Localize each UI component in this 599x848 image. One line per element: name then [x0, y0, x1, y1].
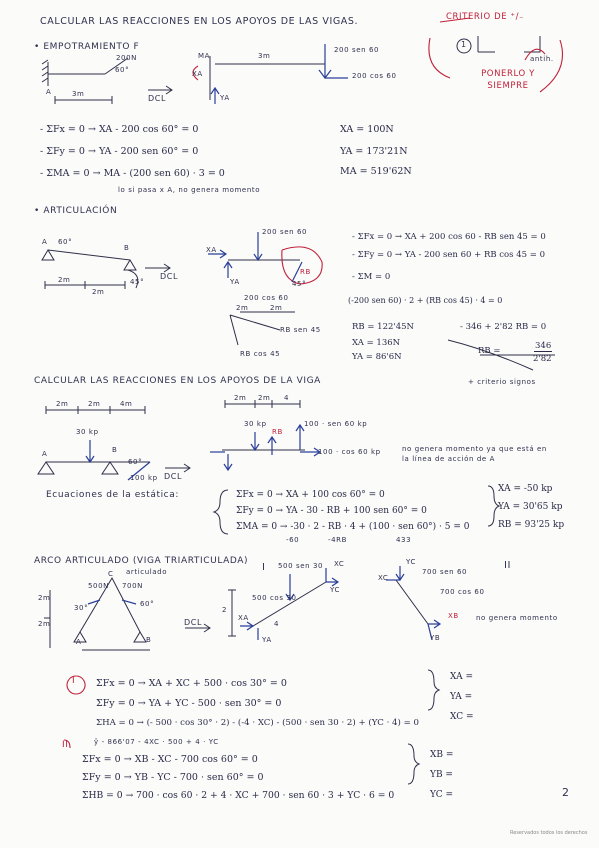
s4-d2-700cos: 700 cos 60	[440, 588, 485, 596]
s2-diag-hcos: 200 cos 60	[244, 294, 289, 302]
s4-support-b: B	[146, 636, 152, 644]
s4-load-700: 700N	[122, 582, 143, 590]
s2-res-ya: YA = 86'6N	[352, 352, 402, 362]
s3-support-b: B	[112, 446, 118, 454]
s1-support: A	[46, 88, 52, 96]
s3-under-1: -60	[286, 536, 300, 544]
s2-res-xa: XA = 136N	[352, 338, 401, 348]
s4-articulado: articulado	[126, 568, 168, 576]
s1-dcl-ya: YA	[220, 94, 230, 102]
s3-dcl-h: 100 · cos 60 kp	[318, 448, 381, 456]
s4-roman-2: II	[504, 560, 512, 571]
s3-eq-ma: ΣMA = 0 → -30 · 2 - RB · 4 + (100 · sen 60°) · 5 = 0	[236, 522, 470, 532]
s3-load: 30 kp	[76, 428, 99, 436]
s2-eq-m: - ΣM = 0	[352, 272, 391, 282]
criteria-antih: antih.	[530, 55, 554, 63]
s1-angle: 60°	[115, 66, 130, 74]
s1-res-xa: XA = 100N	[340, 124, 394, 135]
s3-eq-label: Ecuaciones de la estática:	[46, 490, 179, 500]
s4-res2-yc: YC =	[430, 790, 454, 800]
s2-diag-xa: XA	[206, 246, 217, 254]
s3-figure	[38, 406, 150, 480]
s3-under-3: 433	[396, 536, 412, 544]
s3-support-a: A	[42, 450, 48, 458]
s2-diag-rb: RB	[300, 268, 311, 276]
s1-dcl-label: DCL	[148, 94, 167, 103]
s1-figure	[42, 58, 128, 104]
s4-eq2-fy: ΣFy = 0 → YB - YC - 700 · sen 60° = 0	[82, 772, 264, 783]
s2-top-load: 200 sen 60	[262, 228, 308, 236]
s4-d1-500cos: 500 cos 30	[252, 594, 297, 602]
page-title: CALCULAR LAS REACCIONES EN LOS APOYOS DE LAS VIGAS.	[40, 16, 359, 27]
s4-res1-xa: XA =	[450, 672, 473, 682]
s1-dcl-ma: MA	[198, 52, 211, 60]
s1-eq-fy: - ΣFy = 0 → YA - 200 sen 60° = 0	[40, 146, 199, 157]
s4-res2-yb: YB =	[430, 770, 453, 780]
s2-dim-2: 2m	[92, 288, 105, 296]
s1-load: 200N	[116, 54, 137, 62]
s1-dcl-h: 200 cos 60	[352, 72, 397, 80]
s1-dcl-len: 3m	[258, 52, 271, 60]
s3-eq-fx: ΣFx = 0 → XA + 100 cos 60° = 0	[236, 490, 385, 500]
criteria-title: CRITERIO DE ⁺/₋	[446, 12, 525, 22]
s2-eq-fx: - ΣFx = 0 → XA + 200 cos 60 - RB sen 45 = 0	[352, 232, 546, 242]
s1-res-ya: YA = 173'21N	[340, 146, 408, 157]
s4-d1-dim-2: 2	[222, 606, 228, 614]
s4-support-c: C	[108, 570, 114, 578]
criteria-note: PONERLO Y SIEMPRE	[481, 69, 535, 91]
s4-d1-xc: XC	[334, 560, 345, 568]
watermark: Reservados todos los derechos	[510, 830, 588, 836]
s4-angle-60: 60°	[140, 600, 155, 608]
s3-dim-3: 4m	[120, 400, 133, 408]
s1-dcl-xa: XA	[192, 70, 203, 78]
s2-rb-frac-lhs: RB =	[478, 346, 501, 356]
s3-res-xa: XA = -50 kp	[498, 484, 553, 494]
s3-eq-fy: ΣFy = 0 → YA - 30 - RB + 100 sen 60° = 0	[236, 506, 427, 516]
s4-support-a: A	[76, 638, 82, 646]
s1-note: lo si pasa x A, no genera momento	[118, 186, 261, 194]
s4-eq2-head: ŷ - 866'07 - 4XC · 500 + 4 · YC	[94, 738, 219, 746]
s2-res-rb: RB = 122'45N	[352, 322, 414, 332]
s4-d2-xb: XB	[448, 612, 459, 620]
s3-res-rb: RB = 93'25 kp	[498, 520, 565, 530]
s1-eq-ma: - ΣMA = 0 → MA - (200 sen 60) · 3 = 0	[40, 168, 225, 179]
s4-eq2-fx: ΣFx = 0 → XB - XC - 700 cos 60° = 0	[82, 754, 258, 765]
s4-roman-1: I	[262, 562, 266, 573]
s1-title: • EMPOTRAMIENTO F	[34, 42, 140, 52]
s2-rb-sen: RB sen 45	[280, 326, 321, 334]
s4-d1-xa: XA	[238, 614, 249, 622]
s3-dcl-dim-1: 2m	[234, 394, 247, 402]
s1-res-ma: MA = 519'62N	[340, 166, 412, 177]
s3-dcl-v: 100 · sen 60 kp	[304, 420, 368, 428]
s3-dcl-dim-3: 4	[284, 394, 290, 402]
s2-rb-frac-num: 346	[535, 341, 552, 351]
s2-calc: - 346 + 2'82 RB = 0	[460, 322, 547, 332]
s4-load-500: 500N	[88, 582, 109, 590]
s4-eq1-ha: ΣHA = 0 → (- 500 · cos 30° · 2) - (-4 · XC) - (500 · sen 30 · 2) + (YC · 4) = 0	[96, 718, 420, 728]
s4-eq2-hb: ΣHB = 0 → 700 · cos 60 · 2 + 4 · XC + 700 · sen 60 · 3 + YC · 6 = 0	[82, 790, 395, 801]
s4-res1-xc: XC =	[450, 712, 474, 722]
s4-d1-500sen: 500 sen 30	[278, 562, 324, 570]
s2-dim-1: 2m	[58, 276, 71, 284]
s2-diag-45: 45°	[292, 280, 307, 288]
s1-dcl	[148, 44, 348, 104]
s3-under-2: -4RB	[328, 536, 348, 544]
s4-dcl-label: DCL	[184, 618, 203, 627]
s4-title: ARCO ARTICULADO (VIGA TRIARTICULADA)	[34, 556, 249, 566]
s4-dcl	[185, 566, 440, 640]
s4-angle-30: 30°	[74, 604, 89, 612]
s2-label-b: B	[124, 244, 130, 252]
s4-dim-1: 2m	[38, 594, 51, 602]
s3-dcl-label: DCL	[164, 472, 183, 481]
s4-eq1-fy: ΣFy = 0 → YA + YC - 500 · sen 30° = 0	[96, 698, 282, 709]
s3-dcl-rb: RB	[272, 428, 283, 436]
s1-dcl-v: 200 sen 60	[334, 46, 380, 54]
page-number: 2	[562, 786, 570, 799]
s4-d1-ya: YA	[262, 636, 272, 644]
s3-dcl	[165, 400, 320, 472]
s4-d2-note: no genera momento	[476, 614, 558, 622]
s4-d2-yc: YC	[406, 558, 416, 566]
s2-eq-fy: - ΣFy = 0 → YA - 200 sen 60 + RB cos 45 = 0	[352, 250, 545, 260]
s3-title: CALCULAR LAS REACCIONES EN LOS APOYOS DE LA VIGA	[34, 376, 321, 386]
s3-dcl-dim-2: 2m	[258, 394, 271, 402]
s4-d2-yb: YB	[430, 634, 441, 642]
s2-diag-ya: YA	[230, 278, 240, 286]
s3-criteria: + criterio signos	[468, 378, 536, 386]
s4-eq1-fx: ΣFx = 0 → XA + XC + 500 · cos 30° = 0	[96, 678, 287, 689]
s2-dcl-label: DCL	[160, 272, 179, 281]
s2-label-angle: 60°	[58, 238, 73, 246]
s2-label-45: 45°	[130, 278, 145, 286]
s3-dcl-load: 30 kp	[244, 420, 267, 428]
s1-dist: 3m	[72, 90, 85, 98]
s4-dim-2: 2m	[38, 620, 51, 628]
s4-d2-700sen: 700 sen 60	[422, 568, 468, 576]
s2-rb-cos: RB cos 45	[240, 350, 281, 358]
s2-label-a: A	[42, 238, 48, 246]
s2-diag-dim1: 2m	[236, 304, 249, 312]
s4-res1-ya: YA =	[450, 692, 473, 702]
s3-dcl-note: no genera momento ya que está en la línea de acción de A	[402, 445, 547, 463]
s2-title: • ARTICULACIÓN	[34, 206, 118, 216]
s3-inc-load: 100 kp	[130, 474, 158, 482]
s4-roman-2-eq: II	[62, 740, 69, 750]
s3-dim-1: 2m	[56, 400, 69, 408]
s4-d2-xc: XC	[378, 574, 389, 582]
s2-diag-dim2: 2m	[270, 304, 283, 312]
s4-res2-xb: XB =	[430, 750, 454, 760]
s2-figure	[42, 250, 138, 289]
s4-d1-yc: YC	[330, 586, 340, 594]
s2-rb-frac-den: 2'82	[533, 354, 552, 364]
s4-roman-1-eq: I	[72, 676, 76, 686]
s4-d1-dim-4: 4	[274, 620, 280, 628]
criteria-num: 1	[461, 40, 467, 49]
s1-eq-fx: - ΣFx = 0 → XA - 200 cos 60° = 0	[40, 124, 199, 135]
s3-angle: 60°	[128, 458, 143, 466]
s2-moment-eq: (-200 sen 60) · 2 + (RB cos 45) · 4 = 0	[348, 296, 503, 305]
s3-res-ya: YA = 30'65 kp	[498, 502, 563, 512]
s3-dim-2: 2m	[88, 400, 101, 408]
